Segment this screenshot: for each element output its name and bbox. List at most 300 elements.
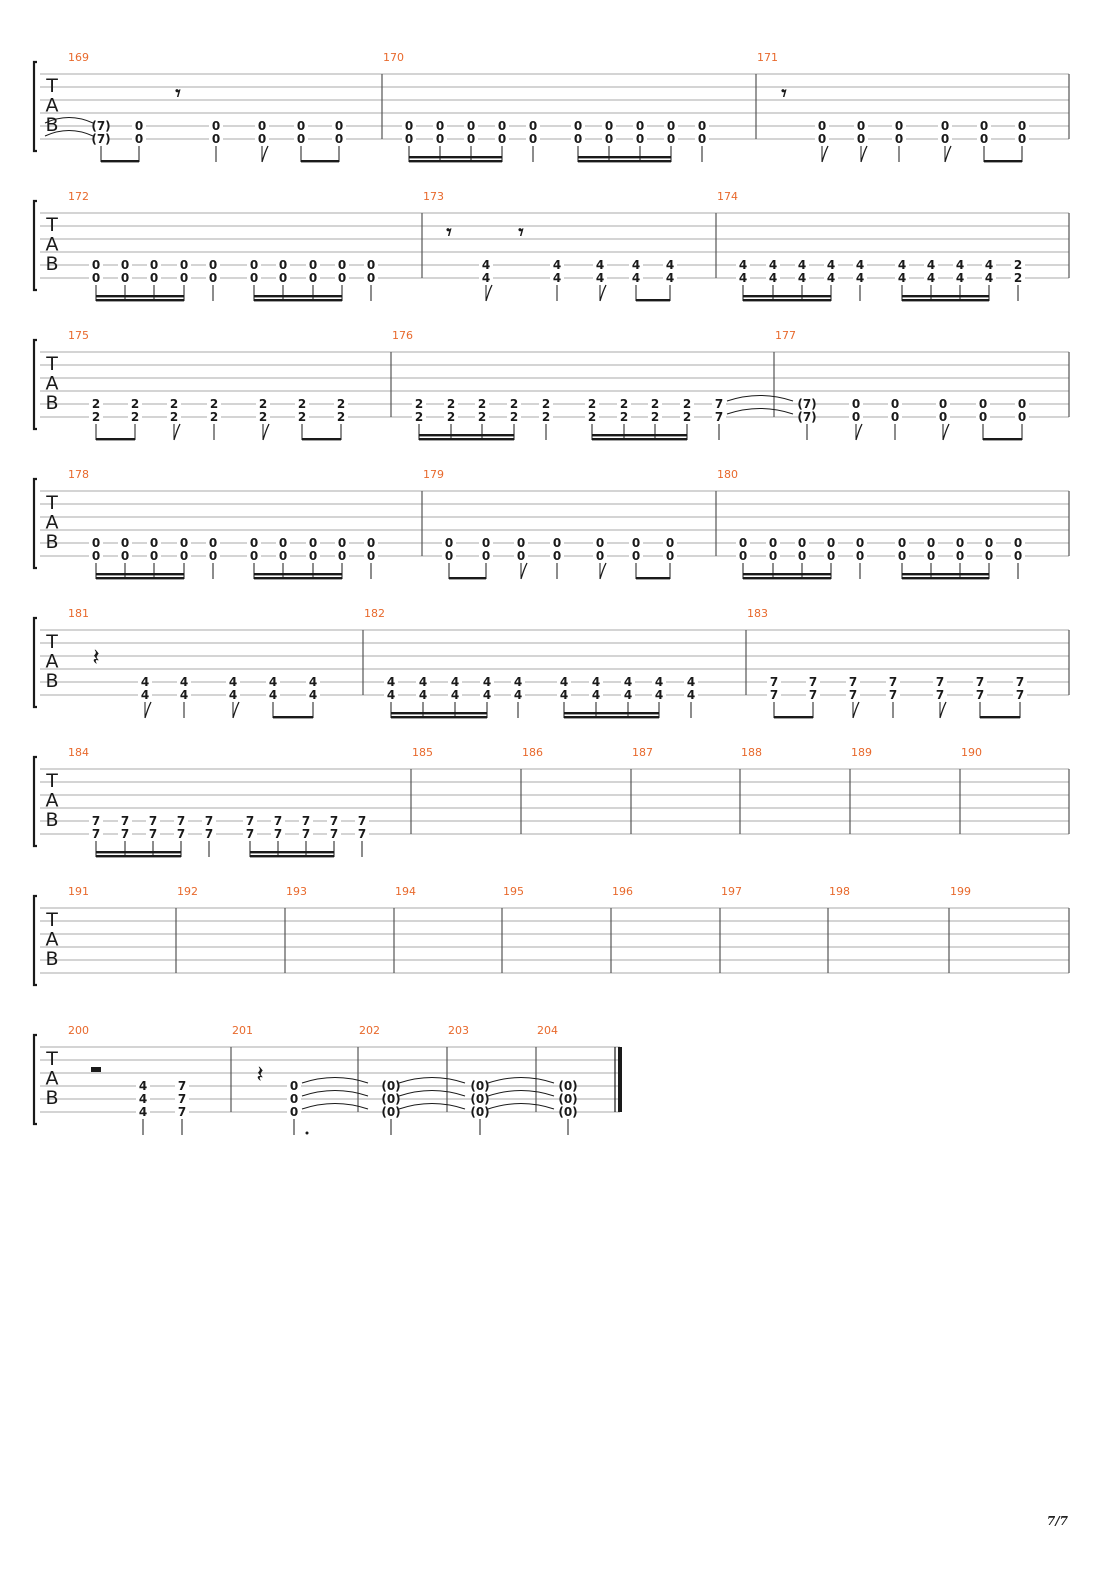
fret-number: 7 xyxy=(975,688,985,702)
tab-clef-letter: B xyxy=(45,531,59,553)
measure-number: 199 xyxy=(950,885,971,898)
measure-number: 204 xyxy=(537,1024,558,1037)
tab-clef-letter: A xyxy=(45,233,59,256)
fret-number: 0 xyxy=(979,132,989,146)
fret-number: 0 xyxy=(149,536,159,550)
fret-number: 0 xyxy=(978,410,988,424)
fret-number: 0 xyxy=(894,119,904,133)
fret-number: 0 xyxy=(955,536,965,550)
beam xyxy=(774,716,813,718)
measure-number: 196 xyxy=(612,885,633,898)
fret-number: 0 xyxy=(497,119,507,133)
fret-number: 0 xyxy=(926,536,936,550)
measure-number: 195 xyxy=(503,885,524,898)
fret-number: 7 xyxy=(1015,688,1025,702)
fret-number: 2 xyxy=(258,397,268,411)
fret-number: 0 xyxy=(978,397,988,411)
fret-number: 0 xyxy=(851,397,861,411)
tab-clef-letter: B xyxy=(45,948,59,970)
fret-number: 0 xyxy=(257,132,267,146)
measure-number: 174 xyxy=(717,190,738,203)
fret-number: 7 xyxy=(120,814,130,828)
fret-number: 0 xyxy=(289,1105,299,1119)
fret-number: (0) xyxy=(558,1092,578,1106)
fret-number: 7 xyxy=(357,827,367,841)
fret-number: 0 xyxy=(289,1092,299,1106)
fret-number: 0 xyxy=(481,536,491,550)
fret-number: 7 xyxy=(91,814,101,828)
fret-number: 2 xyxy=(91,410,101,424)
measure-number: 203 xyxy=(448,1024,469,1037)
fret-number: 0 xyxy=(497,132,507,146)
fret-number: 4 xyxy=(665,271,675,285)
beam xyxy=(391,712,487,714)
fret-number: 0 xyxy=(249,258,259,272)
fret-number: (7) xyxy=(797,410,817,424)
fret-number: 4 xyxy=(481,258,491,272)
tab-clef-letter: A xyxy=(45,1067,59,1090)
fret-number: 0 xyxy=(179,258,189,272)
beam xyxy=(564,716,659,718)
measure-number: 178 xyxy=(68,468,89,481)
fret-number: 4 xyxy=(631,258,641,272)
fret-number: 4 xyxy=(138,1092,148,1106)
fret-number: 0 xyxy=(665,549,675,563)
fret-number: (7) xyxy=(91,132,111,146)
fret-number: 2 xyxy=(587,397,597,411)
fret-number: 0 xyxy=(444,549,454,563)
tab-clef-letter: B xyxy=(45,392,59,414)
beam xyxy=(96,299,184,301)
fret-number: 7 xyxy=(1015,675,1025,689)
fret-number: 0 xyxy=(308,258,318,272)
fret-number: 2 xyxy=(169,397,179,411)
beam xyxy=(578,160,671,162)
fret-number: 7 xyxy=(935,675,945,689)
fret-number: 0 xyxy=(1017,119,1027,133)
fret-number: 0 xyxy=(337,536,347,550)
fret-number: 0 xyxy=(296,119,306,133)
beam xyxy=(902,295,989,297)
beam xyxy=(743,299,831,301)
beam xyxy=(902,577,989,579)
eighth-rest: 𝄾 xyxy=(781,81,787,105)
fret-number: 0 xyxy=(404,132,414,146)
fret-number: 4 xyxy=(482,688,492,702)
fret-number: 0 xyxy=(404,119,414,133)
measure-number: 181 xyxy=(68,607,89,620)
fret-number: 0 xyxy=(278,536,288,550)
quarter-rest: 𝄽 xyxy=(256,1060,264,1088)
fret-number: 0 xyxy=(149,258,159,272)
fret-number: 4 xyxy=(665,258,675,272)
fret-number: 0 xyxy=(120,536,130,550)
fret-number: 0 xyxy=(120,271,130,285)
fret-number: 7 xyxy=(273,827,283,841)
fret-number: 7 xyxy=(91,827,101,841)
beam xyxy=(902,299,989,301)
tab-clef-letter: T xyxy=(46,214,58,236)
fret-number: 2 xyxy=(541,397,551,411)
fret-number: 4 xyxy=(926,258,936,272)
tab-clef-letter: A xyxy=(45,789,59,812)
measure-number: 182 xyxy=(364,607,385,620)
beam xyxy=(273,716,313,718)
fret-number: 4 xyxy=(268,688,278,702)
fret-number: 0 xyxy=(1013,549,1023,563)
fret-number: 7 xyxy=(245,814,255,828)
tab-clef-letter: A xyxy=(45,511,59,534)
fret-number: (0) xyxy=(470,1079,490,1093)
fret-number: 0 xyxy=(278,271,288,285)
fret-number: (0) xyxy=(558,1079,578,1093)
fret-number: 0 xyxy=(516,536,526,550)
fret-number: 0 xyxy=(595,549,605,563)
flag xyxy=(853,702,859,718)
fret-number: 0 xyxy=(897,549,907,563)
beam xyxy=(636,577,670,579)
beam xyxy=(254,577,342,579)
fret-number: 4 xyxy=(826,271,836,285)
fret-number: 4 xyxy=(631,271,641,285)
fret-number: 4 xyxy=(138,1105,148,1119)
fret-number: 0 xyxy=(604,119,614,133)
eighth-rest: 𝄾 xyxy=(446,220,452,244)
fret-number: 0 xyxy=(208,258,218,272)
fret-number: 0 xyxy=(208,536,218,550)
fret-number: 2 xyxy=(587,410,597,424)
fret-number: 0 xyxy=(334,132,344,146)
fret-number: 0 xyxy=(1013,536,1023,550)
beam xyxy=(96,295,184,297)
beam xyxy=(419,434,514,436)
fret-number: 2 xyxy=(650,410,660,424)
fret-number: 4 xyxy=(140,688,150,702)
beam xyxy=(983,438,1022,440)
fret-number: 4 xyxy=(308,688,318,702)
measure-number: 198 xyxy=(829,885,850,898)
fret-number: 2 xyxy=(91,397,101,411)
fret-number: 4 xyxy=(595,258,605,272)
fret-number: (0) xyxy=(381,1092,401,1106)
measure-number: 185 xyxy=(412,746,433,759)
fret-number: 0 xyxy=(826,549,836,563)
system-bracket xyxy=(34,340,37,429)
fret-number: 0 xyxy=(768,536,778,550)
fret-number: 4 xyxy=(955,271,965,285)
beam xyxy=(564,712,659,714)
measure-number: 173 xyxy=(423,190,444,203)
flag xyxy=(145,702,151,718)
fret-number: 0 xyxy=(595,536,605,550)
eighth-rest: 𝄾 xyxy=(518,220,524,244)
tab-clef-letter: A xyxy=(45,650,59,673)
fret-number: 0 xyxy=(466,119,476,133)
fret-number: 4 xyxy=(897,258,907,272)
fret-number: 4 xyxy=(738,258,748,272)
fret-number: 7 xyxy=(301,814,311,828)
fret-number: 4 xyxy=(228,675,238,689)
fret-number: 0 xyxy=(979,119,989,133)
flag xyxy=(822,146,828,162)
fret-number: 2 xyxy=(258,410,268,424)
fret-number: 7 xyxy=(357,814,367,828)
fret-number: 4 xyxy=(855,271,865,285)
fret-number: 0 xyxy=(635,119,645,133)
fret-number: 7 xyxy=(177,1079,187,1093)
fret-number: 2 xyxy=(446,410,456,424)
fret-number: 2 xyxy=(477,410,487,424)
beam xyxy=(902,573,989,575)
tab-clef-letter: T xyxy=(46,75,58,97)
flag xyxy=(945,146,951,162)
fret-number: 0 xyxy=(938,397,948,411)
fret-number: 7 xyxy=(888,688,898,702)
fret-number: 7 xyxy=(177,1092,187,1106)
measure-number: 176 xyxy=(392,329,413,342)
fret-number: 0 xyxy=(435,119,445,133)
fret-number: 0 xyxy=(697,119,707,133)
fret-number: 2 xyxy=(130,410,140,424)
fret-number: 0 xyxy=(134,132,144,146)
fret-number: 4 xyxy=(559,675,569,689)
fret-number: 4 xyxy=(513,675,523,689)
fret-number: 0 xyxy=(797,549,807,563)
fret-number: 4 xyxy=(686,688,696,702)
fret-number: 0 xyxy=(179,271,189,285)
fret-number: 0 xyxy=(444,536,454,550)
beam xyxy=(980,716,1020,718)
fret-number: 0 xyxy=(91,271,101,285)
quarter-rest: 𝄽 xyxy=(92,643,100,671)
flag xyxy=(233,702,239,718)
fret-number: 2 xyxy=(169,410,179,424)
measure-number: 180 xyxy=(717,468,738,481)
system-bracket xyxy=(34,757,37,846)
measure-number: 188 xyxy=(741,746,762,759)
fret-number: 4 xyxy=(826,258,836,272)
fret-number: 0 xyxy=(856,132,866,146)
measure-number: 197 xyxy=(721,885,742,898)
beam xyxy=(250,851,334,853)
fret-number: 4 xyxy=(955,258,965,272)
fret-number: 7 xyxy=(714,410,724,424)
measure-number: 184 xyxy=(68,746,89,759)
fret-number: 4 xyxy=(559,688,569,702)
fret-number: 4 xyxy=(450,688,460,702)
fret-number: 7 xyxy=(120,827,130,841)
measure-number: 201 xyxy=(232,1024,253,1037)
measure-number: 175 xyxy=(68,329,89,342)
tab-clef-letter: B xyxy=(45,253,59,275)
fret-number: 0 xyxy=(955,549,965,563)
fret-number: 0 xyxy=(249,271,259,285)
fret-number: 0 xyxy=(528,119,538,133)
beam xyxy=(592,434,687,436)
fret-number: 0 xyxy=(366,536,376,550)
flag xyxy=(943,424,949,440)
fret-number: 0 xyxy=(552,536,562,550)
tie-arc xyxy=(488,1091,554,1097)
fret-number: 0 xyxy=(738,536,748,550)
fret-number: 2 xyxy=(414,397,424,411)
flag xyxy=(486,285,492,301)
beam xyxy=(578,156,671,158)
fret-number: 7 xyxy=(245,827,255,841)
fret-number: 0 xyxy=(797,536,807,550)
fret-number: 0 xyxy=(826,536,836,550)
fret-number: 4 xyxy=(481,271,491,285)
measure-number: 200 xyxy=(68,1024,89,1037)
fret-number: 4 xyxy=(623,688,633,702)
fret-number: 0 xyxy=(366,549,376,563)
fret-number: 4 xyxy=(450,675,460,689)
fret-number: 4 xyxy=(738,271,748,285)
fret-number: 0 xyxy=(856,119,866,133)
fret-number: 7 xyxy=(769,675,779,689)
fret-number: 0 xyxy=(851,410,861,424)
fret-number: 7 xyxy=(975,675,985,689)
beam xyxy=(96,577,184,579)
beam xyxy=(96,438,135,440)
fret-number: 4 xyxy=(591,675,601,689)
fret-number: 4 xyxy=(926,271,936,285)
fret-number: 4 xyxy=(686,675,696,689)
fret-number: 2 xyxy=(509,410,519,424)
fret-number: 7 xyxy=(329,827,339,841)
beam xyxy=(743,295,831,297)
fret-number: 4 xyxy=(984,271,994,285)
beam xyxy=(409,160,502,162)
system-bracket xyxy=(34,62,37,151)
fret-number: 0 xyxy=(573,132,583,146)
fret-number: 2 xyxy=(619,410,629,424)
fret-number: 0 xyxy=(211,119,221,133)
fret-number: 7 xyxy=(176,827,186,841)
fret-number: 4 xyxy=(897,271,907,285)
fret-number: (0) xyxy=(470,1092,490,1106)
fret-number: 0 xyxy=(366,258,376,272)
fret-number: 7 xyxy=(301,827,311,841)
fret-number: 0 xyxy=(308,536,318,550)
fret-number: 2 xyxy=(1013,258,1023,272)
measure-number: 194 xyxy=(395,885,416,898)
beam xyxy=(636,299,670,301)
final-barline-thick xyxy=(618,1047,622,1112)
fret-number: 0 xyxy=(179,549,189,563)
measure-number: 187 xyxy=(632,746,653,759)
fret-number: 0 xyxy=(289,1079,299,1093)
fret-number: 7 xyxy=(148,827,158,841)
beam xyxy=(254,295,342,297)
fret-number: 0 xyxy=(481,549,491,563)
tie-arc xyxy=(399,1091,465,1097)
beam xyxy=(96,573,184,575)
fret-number: 4 xyxy=(591,688,601,702)
fret-number: 4 xyxy=(768,271,778,285)
fret-number: 0 xyxy=(894,132,904,146)
fret-number: 0 xyxy=(208,549,218,563)
measure-number: 169 xyxy=(68,51,89,64)
beam xyxy=(419,438,514,440)
page-number: 7/7 xyxy=(1046,1514,1068,1528)
tie-arc xyxy=(727,396,793,402)
fret-number: 4 xyxy=(654,688,664,702)
fret-number: 4 xyxy=(179,675,189,689)
fret-number: 0 xyxy=(604,132,614,146)
beam xyxy=(743,573,831,575)
fret-number: 4 xyxy=(228,688,238,702)
fret-number: 0 xyxy=(134,119,144,133)
measure-number: 170 xyxy=(383,51,404,64)
fret-number: 0 xyxy=(435,132,445,146)
fret-number: 0 xyxy=(1017,397,1027,411)
fret-number: (7) xyxy=(797,397,817,411)
fret-number: 0 xyxy=(631,536,641,550)
fret-number: 0 xyxy=(257,119,267,133)
tab-clef-letter: A xyxy=(45,928,59,951)
fret-number: 4 xyxy=(179,688,189,702)
fret-number: 0 xyxy=(926,549,936,563)
fret-number: 0 xyxy=(631,549,641,563)
fret-number: 0 xyxy=(466,132,476,146)
fret-number: 4 xyxy=(552,271,562,285)
tab-clef-letter: T xyxy=(46,631,58,653)
system-bracket xyxy=(34,1035,37,1124)
measure-number: 190 xyxy=(961,746,982,759)
beam xyxy=(743,577,831,579)
tab-clef-letter: T xyxy=(46,353,58,375)
fret-number: 0 xyxy=(897,536,907,550)
fret-number: 4 xyxy=(418,675,428,689)
fret-number: 0 xyxy=(528,132,538,146)
fret-number: 0 xyxy=(940,119,950,133)
tie-arc xyxy=(399,1104,465,1110)
flag xyxy=(521,563,527,579)
fret-number: 4 xyxy=(654,675,664,689)
fret-number: 4 xyxy=(138,1079,148,1093)
flag xyxy=(263,424,269,440)
fret-number: 0 xyxy=(666,119,676,133)
fret-number: 2 xyxy=(130,397,140,411)
fret-number: 4 xyxy=(140,675,150,689)
fret-number: 7 xyxy=(848,675,858,689)
fret-number: 0 xyxy=(890,410,900,424)
flag xyxy=(861,146,867,162)
tab-clef-letter: T xyxy=(46,492,58,514)
eighth-rest: 𝄾 xyxy=(175,81,181,105)
fret-number: 7 xyxy=(329,814,339,828)
fret-number: 4 xyxy=(768,258,778,272)
fret-number: 0 xyxy=(149,271,159,285)
fret-number: 0 xyxy=(91,536,101,550)
fret-number: 4 xyxy=(797,271,807,285)
tie-arc xyxy=(399,1078,465,1084)
measure-number: 179 xyxy=(423,468,444,481)
beam xyxy=(254,573,342,575)
fret-number: 0 xyxy=(1017,132,1027,146)
beam xyxy=(301,160,339,162)
fret-number: 7 xyxy=(808,688,818,702)
beam xyxy=(984,160,1022,162)
tab-clef-letter: B xyxy=(45,114,59,136)
fret-number: 0 xyxy=(249,549,259,563)
fret-number: (0) xyxy=(558,1105,578,1119)
fret-number: 7 xyxy=(148,814,158,828)
fret-number: 7 xyxy=(273,814,283,828)
fret-number: 0 xyxy=(337,258,347,272)
fret-number: 0 xyxy=(855,549,865,563)
